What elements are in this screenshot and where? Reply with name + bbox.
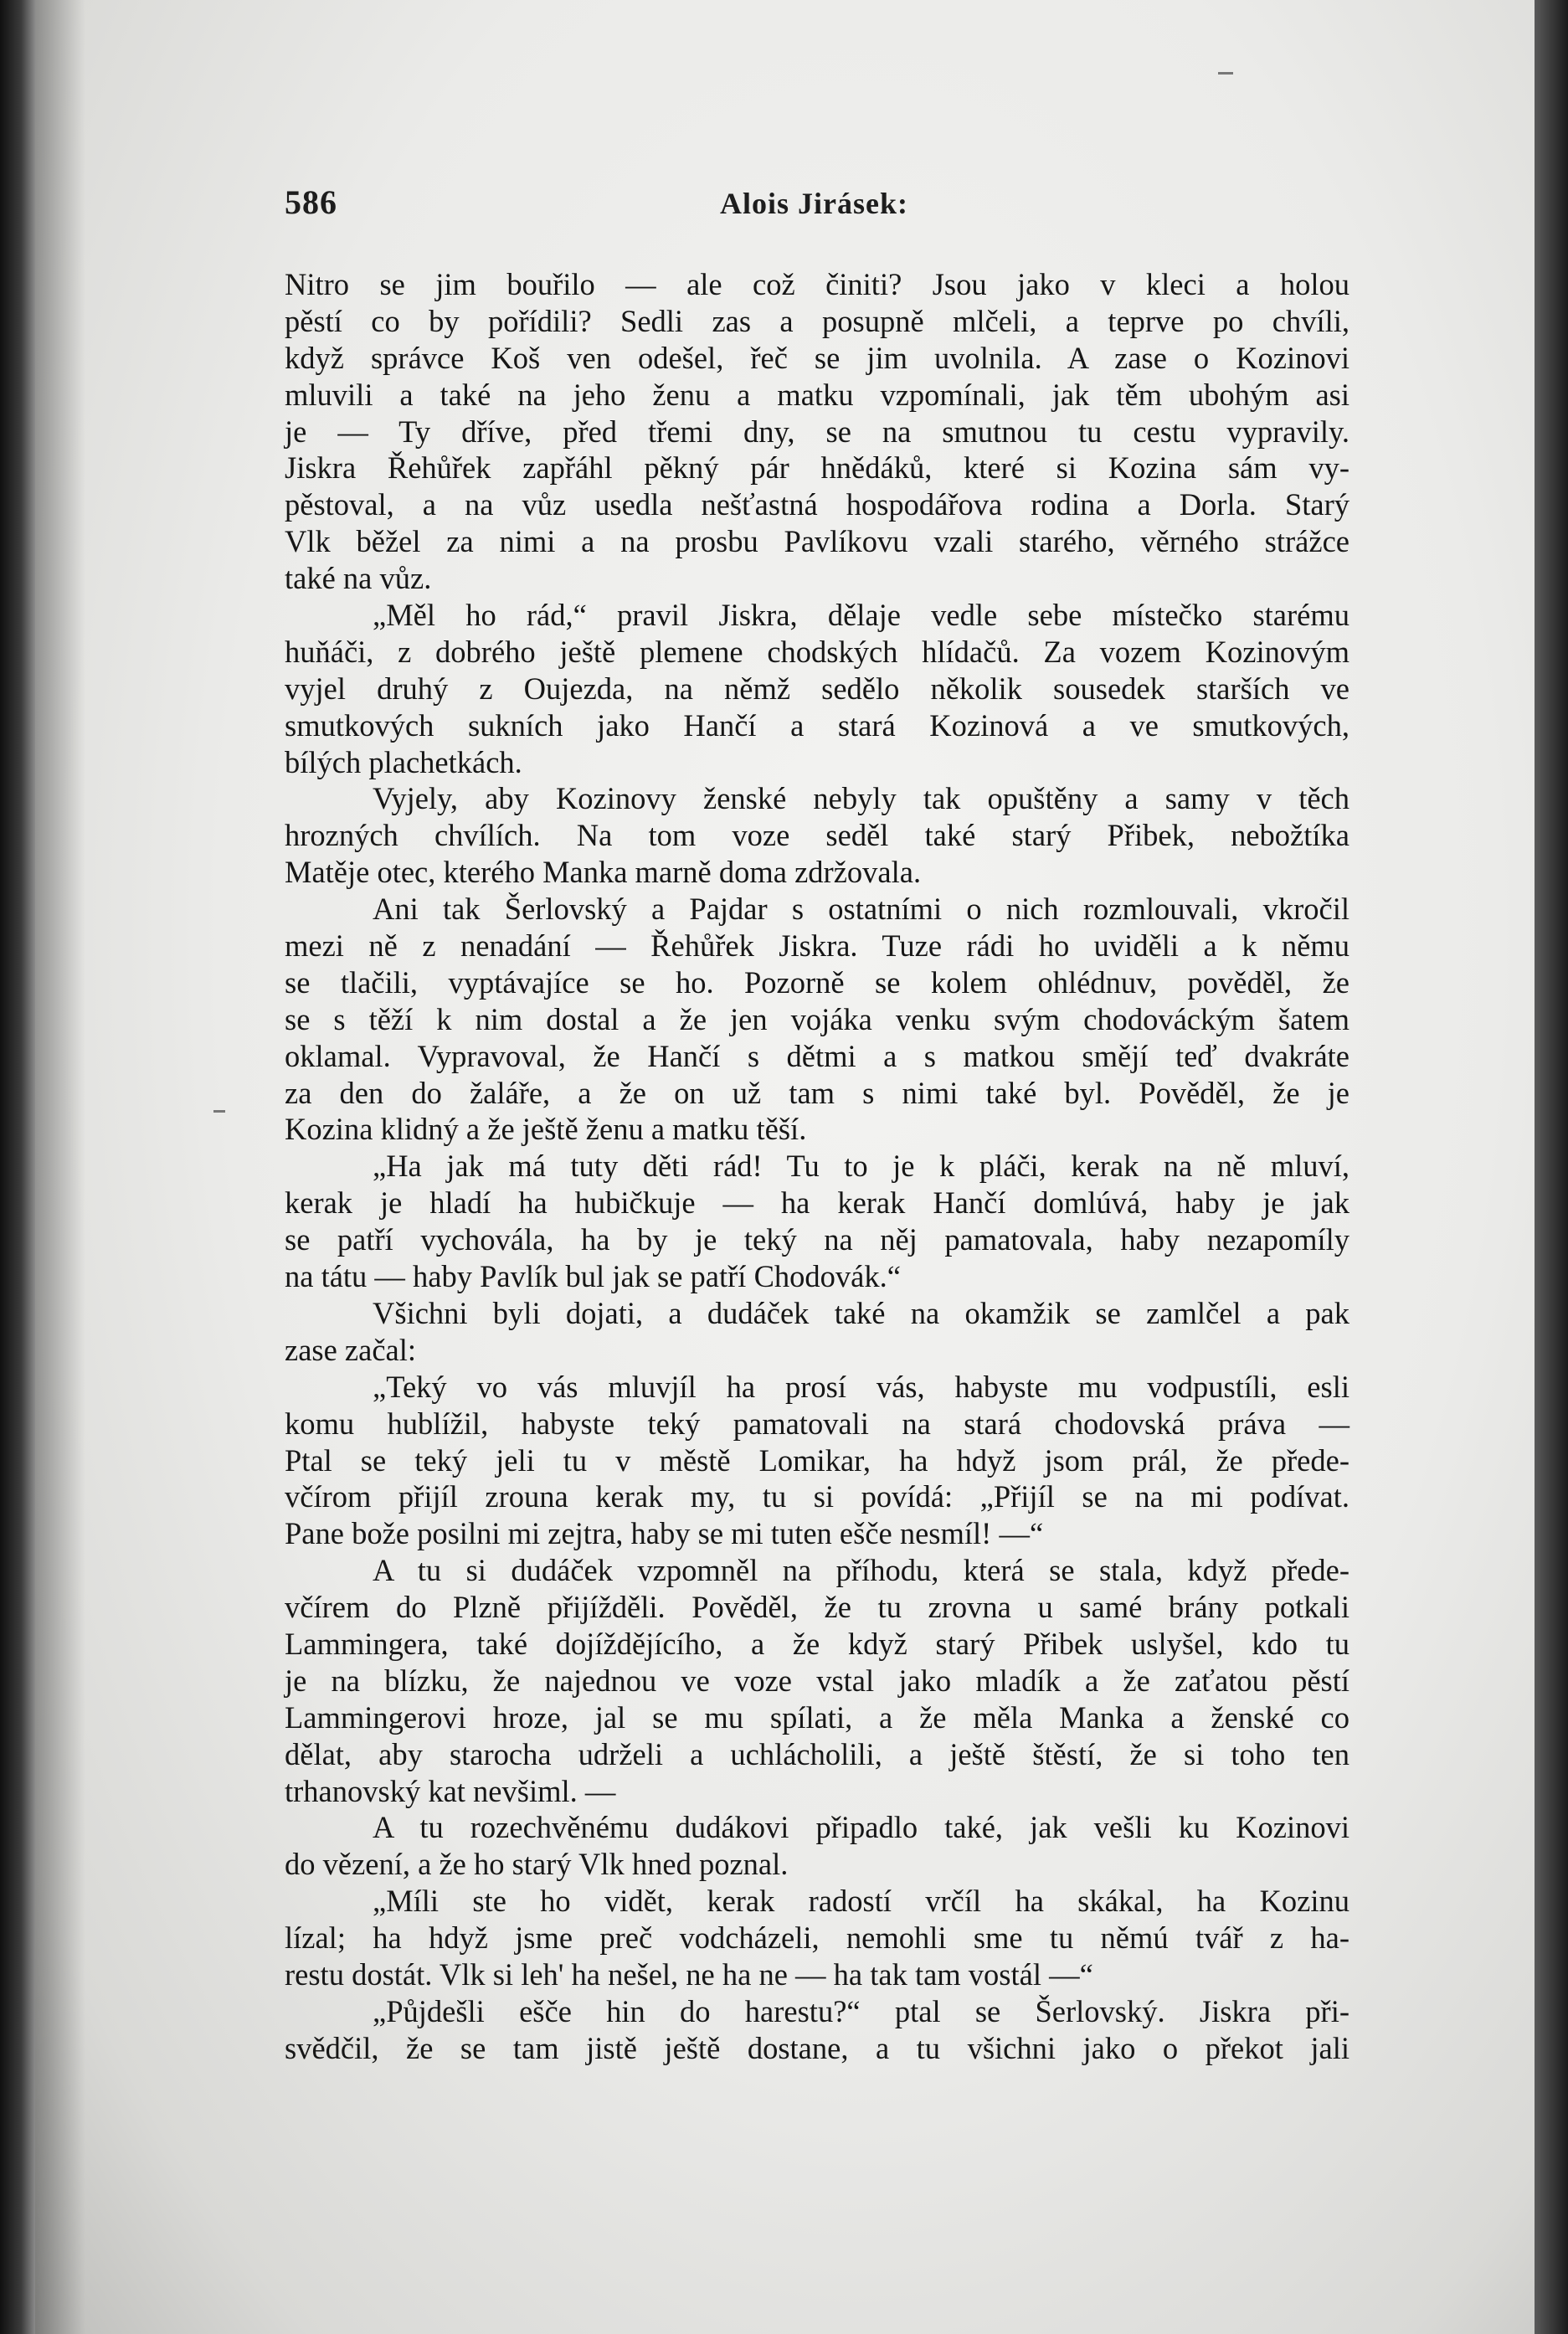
text-line: Ani tak Šerlovský a Pajdar s ostatními o nich rozmlouvali, vkročil: [373, 892, 1350, 927]
text-line: „Míli ste ho vidět, kerak radostí vrčíl ha skákal, ha Kozinu: [373, 1884, 1350, 1919]
text-line: včírom přijíl zrouna kerak my, tu si povídá: „Přijíl se na mi podívat.: [285, 1479, 1350, 1514]
text-line: huňáči, z dobrého ještě plemene chodských hlídačů. Za vozem Kozinovým: [285, 634, 1350, 669]
text-line: pěstoval, a na vůz usedla nešťastná hospodářova rodina a Dorla. Starý: [285, 487, 1350, 522]
text-line: je — Ty dříve, před třemi dny, se na smutnou tu cestu vypravily.: [285, 414, 1350, 449]
text-line: „Půjdešli ešče hin do harestu?“ ptal se Šerlovský. Jiskra při-: [373, 1993, 1350, 2028]
text-line: „Měl ho rád,“ pravil Jiskra, dělaje vedle sebe místečko starému: [373, 598, 1350, 633]
text-line: oklamal. Vypravoval, že Hančí s dětmi a s matkou smějí teď dvakráte: [285, 1038, 1350, 1073]
text-line: vyjel druhý z Oujezda, na němž sedělo několik sousedek starších ve: [285, 671, 1350, 706]
text-line: na tátu — haby Pavlík bul jak se patří Chodovák.“: [285, 1259, 901, 1294]
text-line: mluvili a také na jeho ženu a matku vzpomínali, jak těm ubohým asi: [285, 377, 1350, 412]
text-line: mezi ně z nenadání — Řehůřek Jiskra. Tuze rádi ho uviděli a k němu: [285, 928, 1350, 964]
text-line: do vězení, a že ho starý Vlk hned poznal.: [285, 1847, 789, 1882]
text-line: A tu si dudáček vzpomněl na příhodu, která se stala, když přede-: [373, 1553, 1350, 1588]
text-line: kerak je hladí ha hubičkuje — ha kerak Hančí domlúvá, haby je jak: [285, 1185, 1350, 1221]
text-line: zase začal:: [285, 1332, 417, 1367]
text-line: pěstí co by pořídili? Sedli zas a posupně mlčeli, a teprve po chvíli,: [285, 303, 1350, 338]
text-line: restu dostát. Vlk si leh' ha nešel, ne ha ne — ha tak tam vostál —“: [285, 1956, 1093, 1992]
text-line: Matěje otec, kterého Manka marně doma zdržovala.: [285, 855, 922, 890]
text-line: když správce Koš ven odešel, řeč se jim uvolnila. A zase o Kozinovi: [285, 340, 1350, 375]
body-text: [285, 266, 1350, 2067]
text-line: Nitro se jim bouřilo — ale což činiti? Jsou jako v kleci a holou: [285, 267, 1350, 301]
text-line: Vyjely, aby Kozinovy ženské nebyly tak opuštěny a samy v těch: [373, 781, 1350, 816]
text-line: Lammingerovi hroze, jal se mu spílati, a že měla Manka a ženské co: [285, 1699, 1350, 1735]
text-line: také na vůz.: [285, 561, 432, 596]
text-line: je na blízku, že najednou ve voze vstal jako mladík a že zaťatou pěstí: [285, 1663, 1350, 1698]
text-line: Pane bože posilni mi zejtra, haby se mi tuten ešče nesmíl! —“: [285, 1516, 1044, 1551]
scan-edge-right: [1535, 0, 1568, 2334]
text-line: Ptal se teký jeli tu v městě Lomikar, ha hdyž jsom prál, že přede-: [285, 1442, 1350, 1478]
text-line: A tu rozechvěnému dudákovi připadlo také, jak vešli ku Kozinovi: [373, 1810, 1350, 1845]
scan-edge-left: [0, 0, 35, 2334]
text-line: smutkových sukních jako Hančí a stará Kozinová a ve smutkových,: [285, 707, 1350, 743]
text-line: bílých plachetkách.: [285, 744, 522, 779]
text-line: svědčil, že se tam jistě ještě dostane, a tu všichni jako o překot jali: [285, 2030, 1350, 2065]
text-line: komu hublížil, habyste teký pamatovali na stará chodovská práva —: [285, 1406, 1350, 1441]
text-line: se s těží k nim dostal a že jen vojáka venku svým chodováckým šatem: [285, 1001, 1350, 1036]
binding-shadow: [35, 0, 85, 2334]
text-line: Všichni byli dojati, a dudáček také na okamžik se zamlčel a pak: [373, 1295, 1350, 1330]
text-line: „Ha jak má tuty děti rád! Tu to je k pláči, kerak na ně mluví,: [373, 1149, 1350, 1184]
text-line: Jiskra Řehůřek zapřáhl pěkný pár hnědáků, které si Kozina sám vy-: [285, 450, 1350, 486]
text-line: včírem do Plzně přijížděli. Pověděl, že tu zrovna u samé brány potkali: [285, 1590, 1350, 1625]
text-line: trhanovský kat nevšiml. —: [285, 1773, 616, 1808]
text-line: za den do žaláře, a že on už tam s nimi také byl. Pověděl, že je: [285, 1075, 1350, 1110]
text-line: lízal; ha hdyž jsme preč vodcházeli, nemohli sme tu němú tvář z ha-: [285, 1920, 1350, 1956]
running-head: Alois Jirásek:: [720, 187, 908, 220]
specks: [213, 1110, 225, 1113]
page-number: 586: [285, 183, 337, 221]
text-line: Lammingera, také dojíždějícího, a že když starý Přibek uslyšel, kdo tu: [285, 1626, 1350, 1661]
specks: [1218, 72, 1233, 75]
text-line: hrozných chvílích. Na tom voze seděl také starý Přibek, nebožtíka: [285, 818, 1350, 853]
text-line: Vlk běžel za nimi a na prosbu Pavlíkovu vzali starého, věrného strážce: [285, 524, 1350, 559]
text-line: dělat, aby starocha udrželi a uchlácholili, a ještě štěstí, že si toho ten: [285, 1736, 1350, 1771]
text-line: se patří vychovála, ha by je teký na něj pamatovala, haby nezapomíly: [285, 1222, 1350, 1257]
text-line: Kozina klidný a že ještě ženu a matku těší.: [285, 1112, 807, 1147]
text-line: „Teký vo vás mluvjíl ha prosí vás, habyste mu vodpustíli, esli: [373, 1369, 1350, 1404]
text-line: se tlačili, vyptávajíce se ho. Pozorně se kolem ohlédnuv, pověděl, že: [285, 964, 1350, 1000]
page-header: [285, 183, 1350, 224]
